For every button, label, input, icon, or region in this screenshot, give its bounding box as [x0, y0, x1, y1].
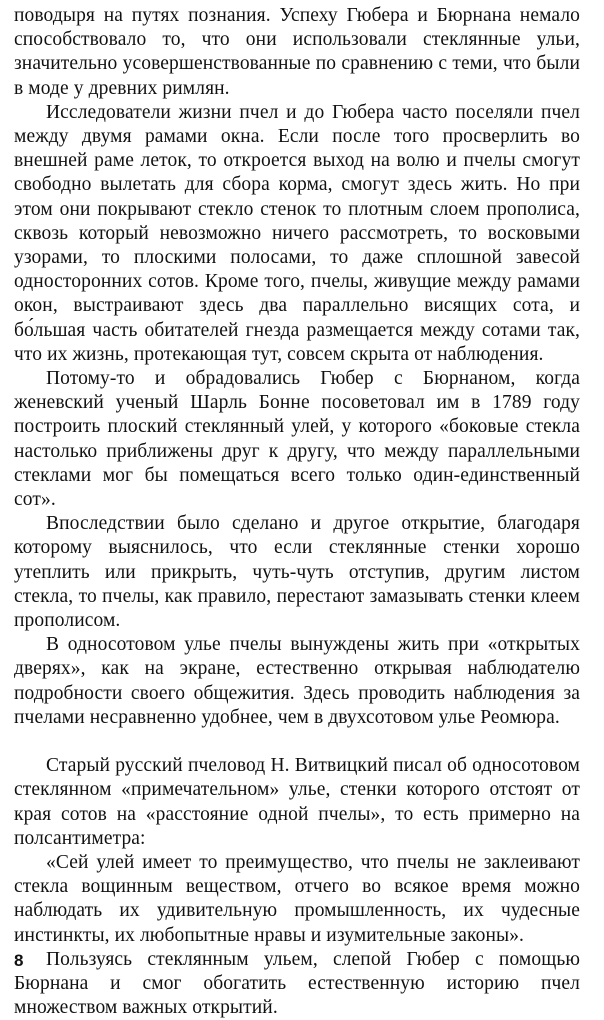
paragraph: Потому-то и обрадовались Гюбер с Бюрнаном, когда женевский ученый Шарль Бонне посоветовал им в 1789 году построить плоский стеклянный улей, у которого «боковые стекла настолько приближены друг к другу, что между параллельными стеклами мог бы помещаться всего только один-единственный сот».	[14, 368, 580, 511]
paragraph: Старый русский пчеловод Н. Витвицкий писал об односотовом стеклянном «примечательном» улье, стенки которого отстоят от края сотов на «расстояние одной пчелы», то есть примерно на полсантиметра:	[14, 755, 580, 849]
page-number: 8	[14, 951, 24, 970]
paragraph: В односотовом улье пчелы вынуждены жить при «открытых дверях», как на экране, естественно открывая наблюдателю подробности своего общежития. Здесь проводить наблюдения за пчелами несравненно удобнее, чем в двухсотовом улье Реомюра.	[14, 634, 580, 728]
quotation-paragraph: «Сей улей имеет то преимущество, что пчелы не заклеивают стекла вощинным веществом, отчего во всякое время можно наблюдать их удивительную промышленность, их чудесные инстинкты, их любопытные нравы и изумительные законы».	[14, 851, 580, 946]
paragraph: Пользуясь стеклянным ульем, слепой Гюбер с помощью Бюрнана и смог обогатить естественную историю пчел множеством важных открытий.	[14, 948, 580, 1019]
paragraph: Впоследствии было сделано и другое открытие, благодаря которому выяснилось, что если стеклянные стенки хорошо утеплить или прикрыть, чуть-чуть отступив, другим листом стекла, то пчелы, как правило, перестают замазывать стенки клеем прополисом.	[14, 513, 580, 632]
paragraph-continuation: поводыря на путях познания. Успеху Гюбера и Бюрнана немало способствовало то, что они использовали стеклянные ульи, значительно усовершенствованные по сравнению с теми, что были в моде у древних римлян.	[14, 5, 580, 99]
paragraph: Исследователи жизни пчел и до Гюбера часто поселяли пчел между двумя рамами окна. Если после того просверлить во внешней раме леток, то откроется выход на волю и пчелы смогут свободно вылетать для сбора корма, смогут здесь жить. Но при этом они покрывают стекло стенок то плотным слоем прополиса, сквозь который невозможно ничего рассмотреть, то восковыми узорами, то плоскими полосами, то даже сплошной завесой односторонних сотов. Кроме того, пчелы, живущие между рамами окон, выстраивают здесь два параллельно висящих сота, и бо́льшая часть обитателей гнезда размещается между сотами так, что их жизнь, протекающая тут, совсем скрыта от наблюдения.	[14, 101, 580, 365]
section-gap	[14, 730, 580, 754]
